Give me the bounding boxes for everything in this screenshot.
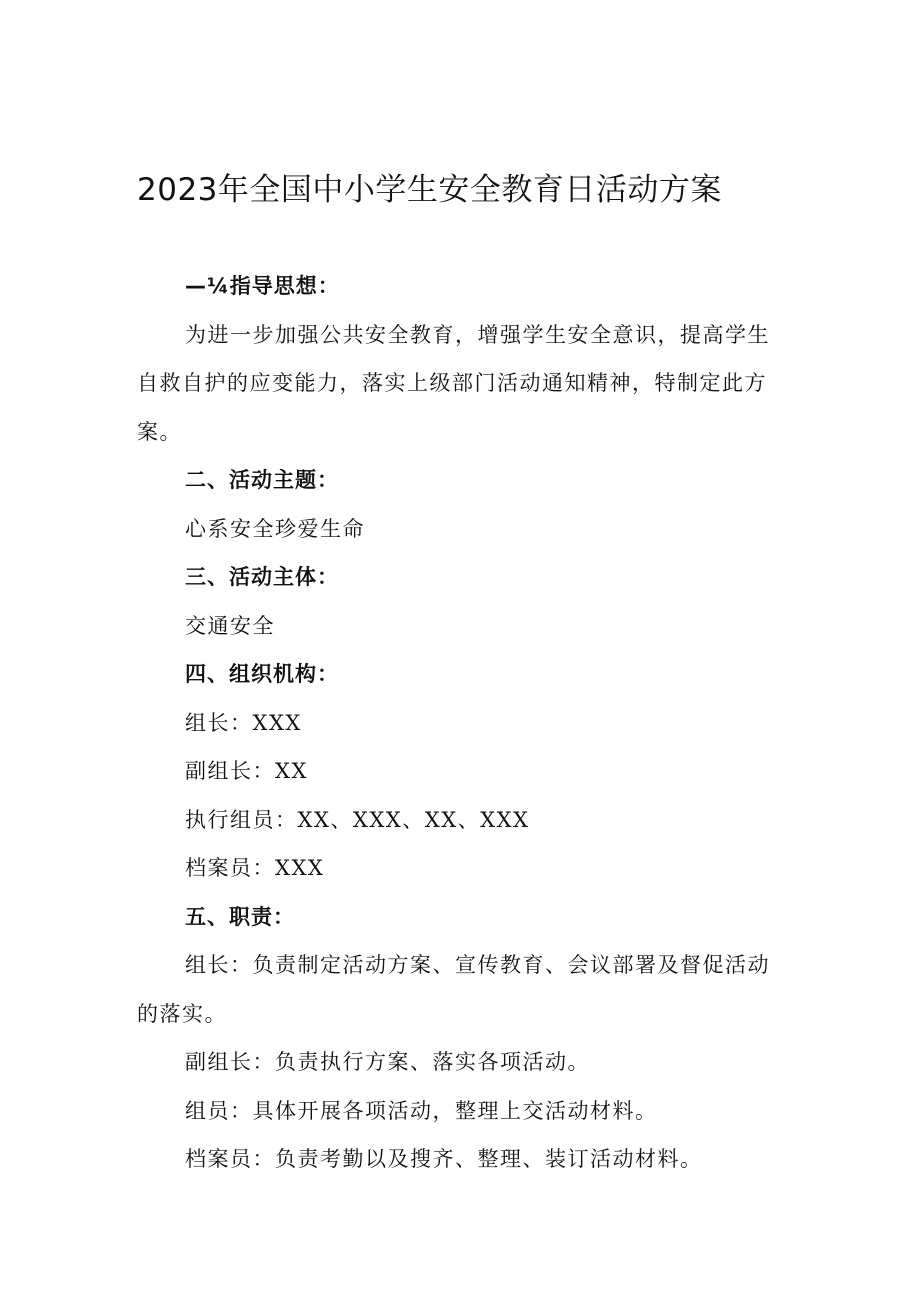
duty-leader-line: 组长：负责制定活动方案、宣传教育、会议部署及督促活动 xyxy=(185,953,770,977)
section-heading-subject: 三、活动主体： xyxy=(185,565,339,589)
document-title: 2023年全国中小学生安全教育日活动方案 xyxy=(137,172,722,208)
org-members: 执行组员：XX、XXX、XX、XXX xyxy=(185,807,530,832)
guiding-paragraph-line: 为进一步加强公共安全教育，增强学生安全意识，提高学生 xyxy=(185,322,770,347)
org-archivist: 档案员：XXX xyxy=(185,856,325,880)
duty-deputy: 副组长：负责执行方案、落实各项活动。 xyxy=(185,1050,590,1074)
duty-leader-line: 的落实。 xyxy=(137,1001,227,1026)
duty-archivist: 档案员：负责考勤以及搜齐、整理、装订活动材料。 xyxy=(185,1147,703,1171)
document-body xyxy=(137,262,792,1184)
section-heading-theme: 二、活动主题： xyxy=(185,468,339,492)
subject-text: 交通安全 xyxy=(185,613,275,638)
guiding-paragraph-line: 自救自护的应变能力，落实上级部门活动通知精神，特制定此方 xyxy=(137,371,767,395)
org-leader: 组长：XXX xyxy=(185,710,302,735)
theme-text: 心系安全珍爱生命 xyxy=(185,516,365,541)
duty-member: 组员：具体开展各项活动，整理上交活动材料。 xyxy=(185,1098,658,1123)
section-heading-guiding: —¼指导思想： xyxy=(185,274,340,298)
guiding-paragraph-line: 案。 xyxy=(137,419,182,444)
org-deputy: 副组长：XX xyxy=(185,759,308,783)
section-heading-organization: 四、组织机构： xyxy=(185,662,339,686)
section-heading-duties: 五、职责： xyxy=(185,904,295,929)
